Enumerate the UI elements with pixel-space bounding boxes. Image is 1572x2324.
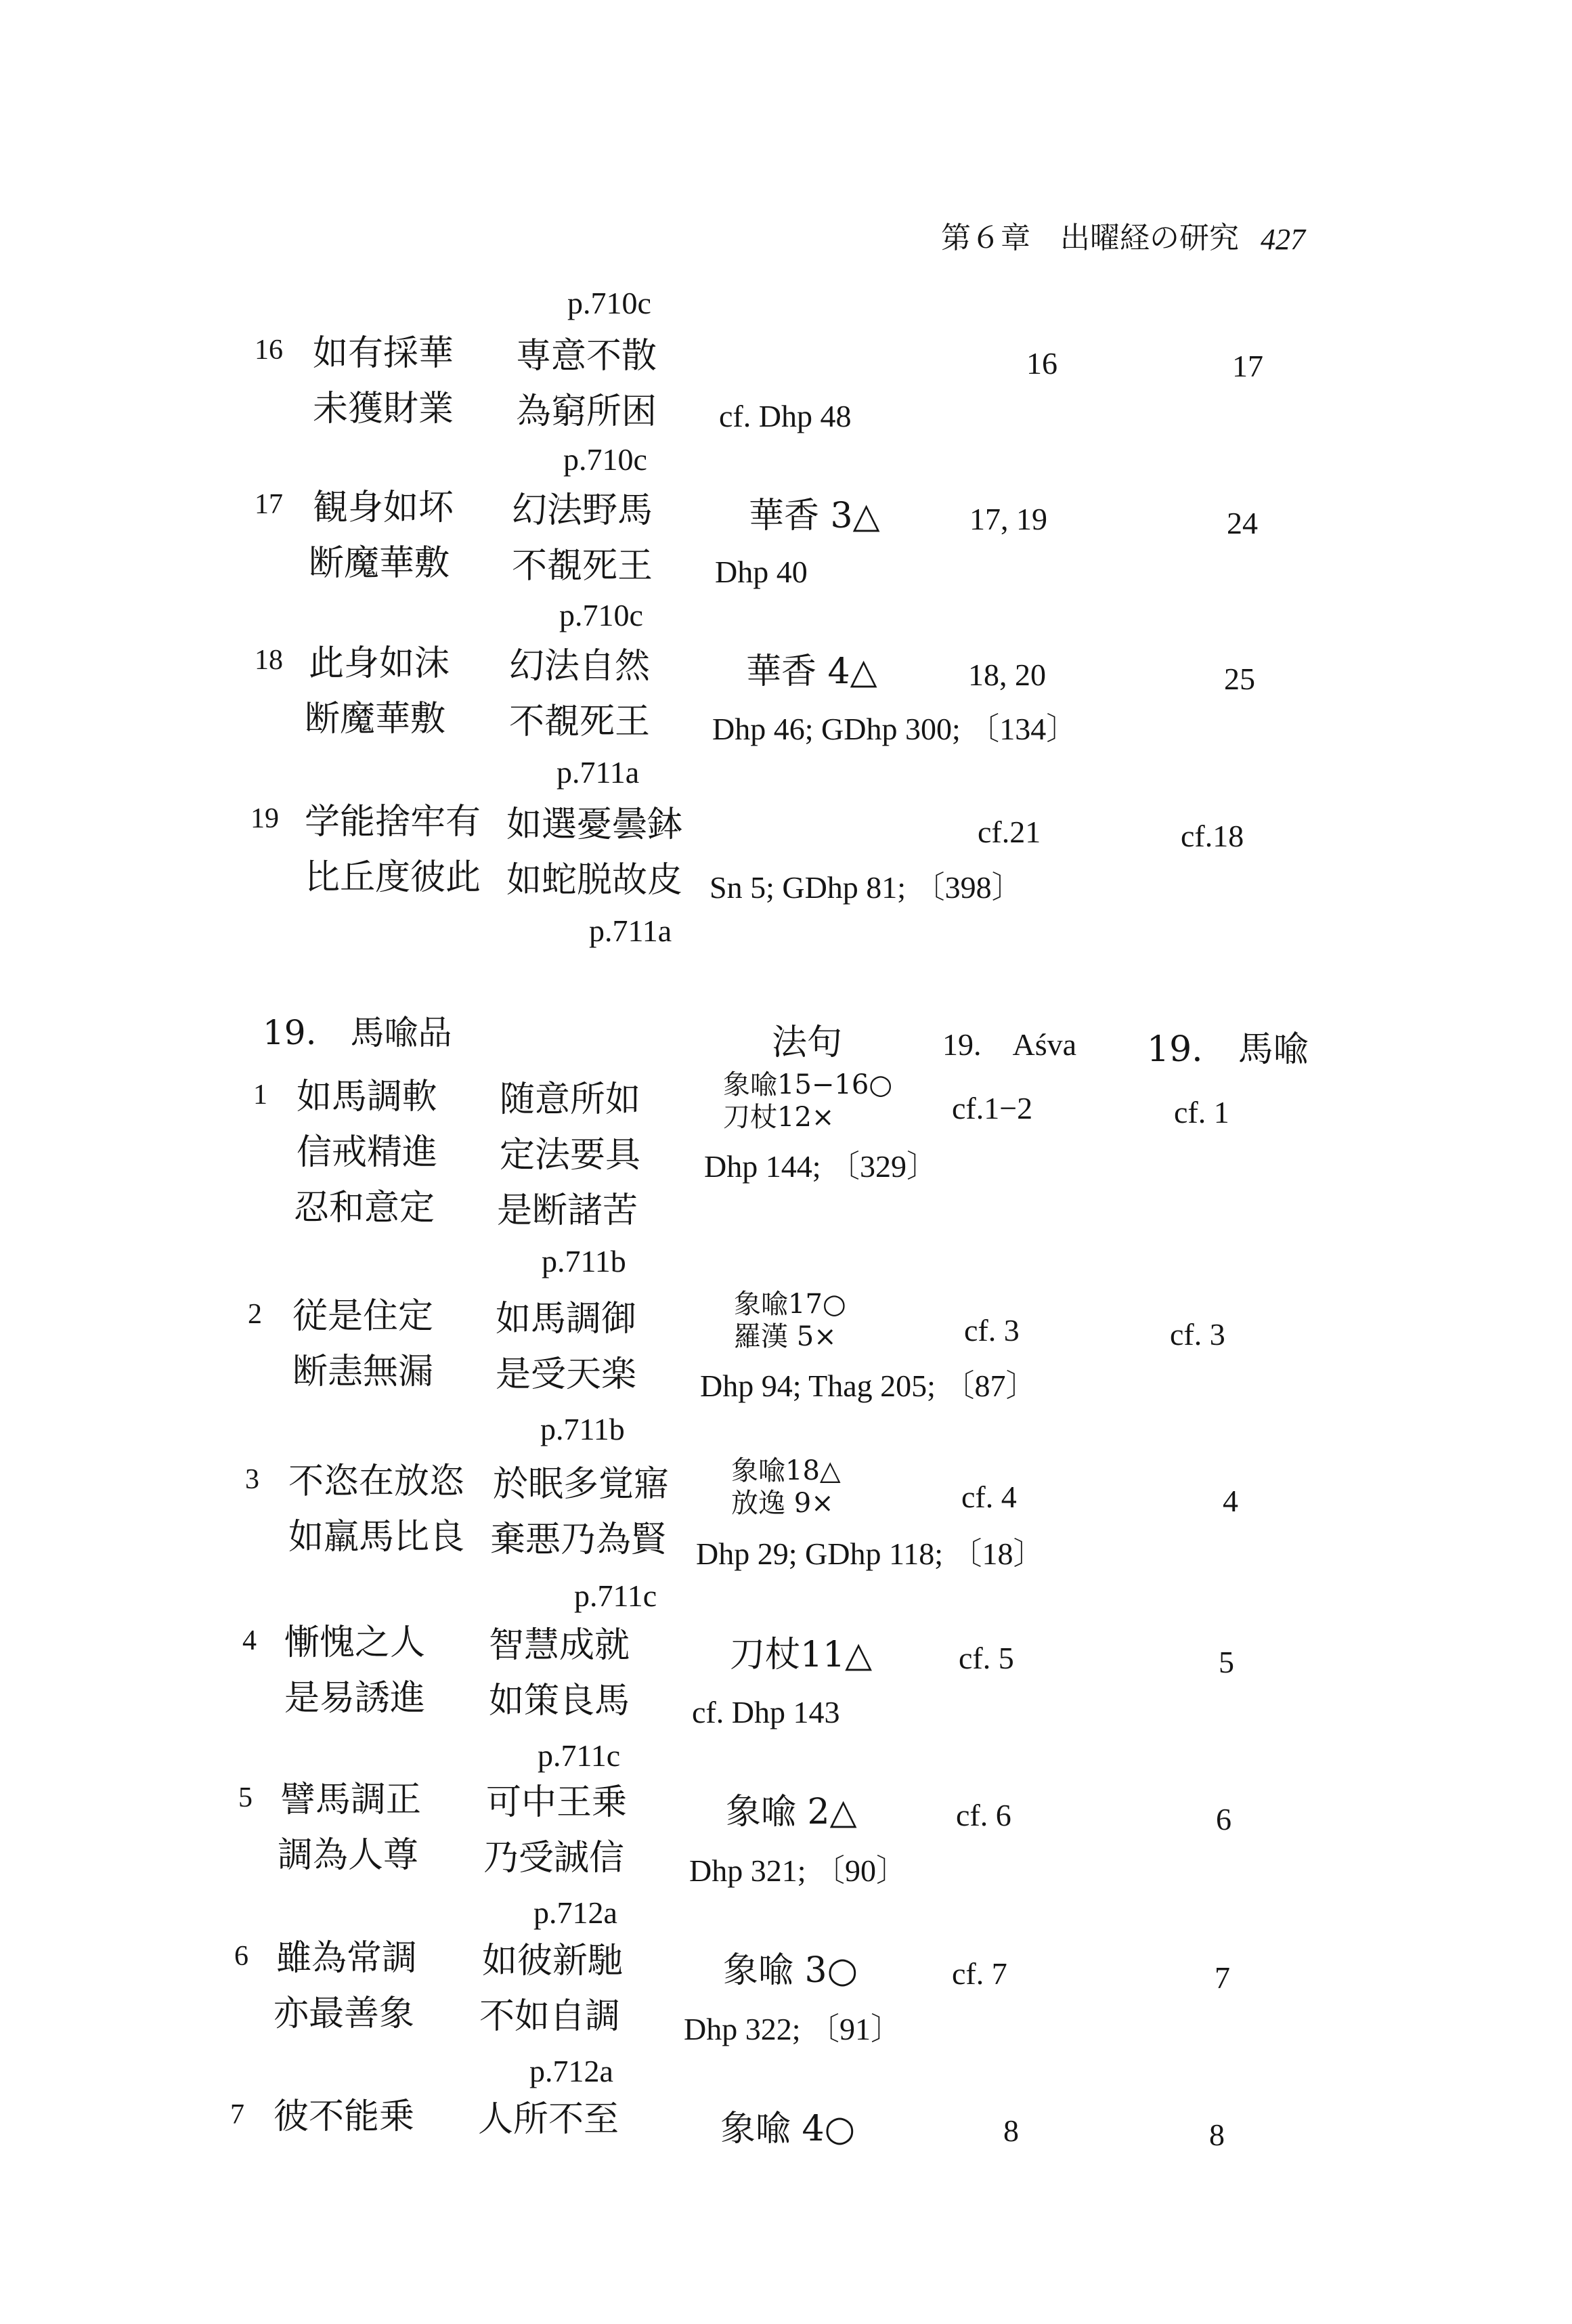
verse-line: 断恚無漏 [292, 1352, 434, 1392]
col5-value: 25 [1224, 662, 1255, 696]
entry-number: 16 [255, 335, 283, 366]
page-ref: p.710c [559, 598, 643, 632]
entry-number: 19 [250, 803, 279, 834]
col5-value: cf.18 [1181, 819, 1244, 853]
col4-value: cf. 7 [952, 1956, 1007, 1991]
verse-line: 幻法自然 [509, 646, 651, 687]
col5-value: 8 [1209, 2117, 1225, 2152]
parallel-ref: 象喩 4○ [720, 2109, 855, 2149]
col4-value: 17, 19 [969, 502, 1047, 536]
page-ref: p.711b [542, 1244, 626, 1278]
verse-line: 定法要具 [500, 1135, 641, 1176]
col5-value: 7 [1215, 1960, 1230, 1995]
verse-line: 調為人尊 [278, 1835, 419, 1876]
verse-line: 亦最善象 [274, 1994, 415, 2034]
verse-line: 於眠多覚寤 [493, 1464, 670, 1505]
verse-line: 如蛇脱故皮 [506, 860, 683, 901]
entry-number: 6 [234, 1941, 248, 1972]
page-ref: p.712a [529, 2054, 613, 2088]
entry-number: 17 [255, 489, 283, 520]
entry-number: 7 [230, 2099, 244, 2130]
column-header: 19. 馬喩 [1147, 1029, 1309, 1070]
page-ref: p.711a [556, 755, 640, 790]
col4-value: 16 [1026, 346, 1057, 381]
verse-line: 彼不能乗 [274, 2096, 415, 2137]
parallel-ref: 象喩18△ [731, 1455, 841, 1486]
col5-value: 24 [1227, 506, 1258, 540]
verse-line: 未獲財業 [313, 389, 454, 429]
col4-value: cf.21 [978, 815, 1041, 849]
verse-line: 学能捨牢有 [305, 802, 481, 842]
verse-line: 是易誘進 [284, 1678, 426, 1719]
column-header: 19. Aśva [942, 1027, 1077, 1062]
verse-line: 従是住定 [292, 1296, 434, 1337]
verse-line: 雖為常調 [276, 1938, 418, 1979]
entry-number: 2 [248, 1299, 262, 1330]
page-ref: p.712a [533, 1895, 617, 1930]
parallel-ref: 刀杖11△ [730, 1635, 873, 1675]
verse-line: 幻法野馬 [512, 490, 653, 531]
verse-line: 忍和意定 [294, 1188, 435, 1228]
col5-value: cf. 3 [1170, 1317, 1225, 1352]
parallel-ref: Dhp 40 [715, 555, 808, 589]
verse-line: 可中王乗 [486, 1782, 628, 1823]
verse-line: 為窮所困 [516, 391, 657, 432]
chapter-title: 第６章 出曜経の研究 [941, 221, 1239, 255]
parallel-ref: cf. Dhp 143 [692, 1695, 840, 1729]
verse-line: 信戒精進 [297, 1132, 438, 1173]
verse-line: 是断諸苦 [497, 1190, 638, 1231]
page-ref: p.710c [563, 442, 647, 477]
section-title: 19. 馬喩品 [263, 1013, 452, 1052]
entry-number: 4 [242, 1625, 257, 1656]
parallel-ref: Dhp 46; GDhp 300; 〔134〕 [712, 712, 1078, 746]
verse-line: 不覩死王 [509, 702, 651, 742]
col4-value: 8 [1003, 2113, 1019, 2148]
verse-line: 棄悪乃為賢 [490, 1520, 667, 1560]
parallel-ref: 華香 3△ [749, 496, 880, 536]
col4-value: cf. 5 [959, 1641, 1014, 1675]
parallel-ref: Dhp 321; 〔90〕 [689, 1853, 907, 1888]
verse-line: 智慧成就 [489, 1625, 630, 1666]
parallel-ref: 華香 4△ [746, 651, 877, 692]
verse-line: 如馬調御 [496, 1299, 637, 1339]
verse-line: 如策良馬 [489, 1681, 630, 1721]
entry-number: 1 [253, 1079, 267, 1111]
ref-top: p.710c [567, 286, 651, 320]
parallel-ref: 象喩15−16○ [723, 1069, 893, 1100]
verse-line: 観身如坏 [313, 488, 454, 528]
parallel-ref: 羅漢 5× [734, 1321, 837, 1352]
entry-number: 18 [255, 645, 283, 676]
parallel-ref: 刀杖12× [723, 1102, 835, 1133]
col5-value: 4 [1223, 1484, 1238, 1518]
verse-line: 如彼新馳 [482, 1941, 624, 1981]
verse-line: 乃受誠信 [483, 1838, 625, 1878]
entry-number: 5 [238, 1782, 253, 1813]
col4-value: 18, 20 [968, 658, 1046, 692]
col4-value: cf. 4 [961, 1480, 1017, 1514]
parallel-ref: cf. Dhp 48 [719, 399, 852, 433]
parallel-ref: Dhp 29; GDhp 118; 〔18〕 [696, 1536, 1045, 1571]
entry-number: 3 [245, 1464, 259, 1495]
verse-line: 断魔華敷 [305, 699, 446, 739]
verse-line: 此身如沫 [309, 643, 450, 684]
col5-value: 6 [1216, 1802, 1231, 1836]
parallel-ref: 象喩 3○ [723, 1950, 858, 1991]
verse-line: 如有採華 [313, 333, 454, 374]
parallel-ref: Dhp 144; 〔329〕 [704, 1149, 938, 1184]
verse-line: 不恣在放恣 [288, 1461, 465, 1502]
parallel-ref: 象喩17○ [734, 1289, 846, 1320]
verse-line: 不如自調 [479, 1996, 621, 2037]
verse-line: 随意所如 [500, 1079, 641, 1120]
parallel-ref: Sn 5; GDhp 81; 〔398〕 [709, 870, 1023, 905]
verse-line: 慚愧之人 [284, 1622, 426, 1663]
verse-line: 譬馬調正 [280, 1780, 422, 1820]
page-ref: p.711c [574, 1578, 657, 1613]
page-ref: p.711a [589, 913, 672, 948]
parallel-ref: 象喩 2△ [726, 1792, 857, 1832]
col5-value: cf. 1 [1174, 1095, 1229, 1129]
verse-line: 人所不至 [478, 2099, 619, 2140]
parallel-ref: 放逸 9× [731, 1488, 834, 1519]
verse-line: 比丘度彼此 [305, 857, 481, 898]
col4-value: cf. 3 [964, 1313, 1020, 1348]
parallel-ref: Dhp 94; Thag 205; 〔87〕 [700, 1369, 1037, 1403]
page-ref: p.711c [538, 1738, 621, 1773]
parallel-ref: Dhp 322; 〔91〕 [684, 2012, 902, 2046]
verse-line: 如馬調軟 [297, 1077, 438, 1117]
verse-line: 断魔華敷 [309, 543, 450, 584]
verse-line: 是受天楽 [496, 1354, 637, 1395]
column-header: 法句 [772, 1023, 843, 1063]
col4-value: cf.1−2 [952, 1091, 1033, 1125]
verse-line: 不覩死王 [512, 546, 653, 586]
verse-line: 如羸馬比良 [288, 1517, 465, 1557]
verse-line: 専意不散 [516, 336, 657, 376]
col4-value: cf. 6 [956, 1798, 1011, 1832]
col5-value: 5 [1219, 1645, 1234, 1679]
col5-value: 17 [1232, 349, 1263, 383]
page-number: 427 [1261, 223, 1305, 256]
verse-line: 如選憂曇鉢 [506, 804, 683, 845]
page-ref: p.711b [540, 1412, 625, 1446]
